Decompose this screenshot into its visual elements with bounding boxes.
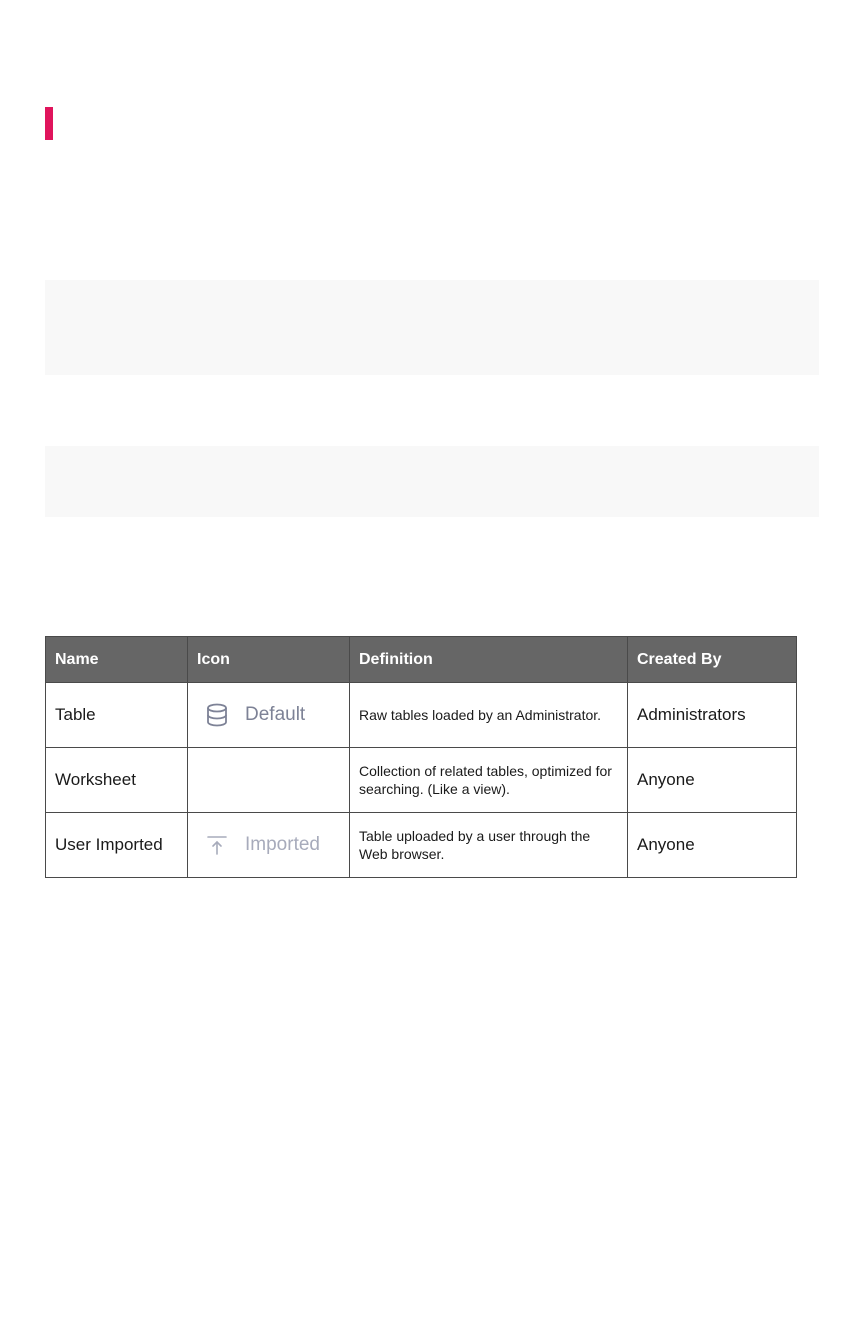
code-block <box>45 446 819 517</box>
icon-badge-label: Default <box>245 704 306 725</box>
cell-name: Worksheet <box>46 748 188 813</box>
cell-definition: Collection of related tables, optimized for searching. (Like a view). <box>350 748 628 813</box>
cell-name: User Imported <box>46 813 188 878</box>
cell-created-by: Anyone <box>628 748 797 813</box>
cell-icon <box>188 683 350 748</box>
column-header-name: Name <box>46 637 188 683</box>
column-header-definition: Definition <box>350 637 628 683</box>
cell-definition: Table uploaded by a user through the Web browser. <box>350 813 628 878</box>
icon-badge-label: Imported <box>245 834 320 855</box>
icon-badge-imported <box>197 833 340 857</box>
column-header-created-by: Created By <box>628 637 797 683</box>
cell-created-by: Anyone <box>628 813 797 878</box>
section-accent-bar <box>45 107 53 140</box>
table-row <box>46 813 797 878</box>
cell-icon <box>188 748 350 813</box>
upload-icon <box>205 833 235 857</box>
cell-icon <box>188 813 350 878</box>
cell-definition: Raw tables loaded by an Administrator. <box>350 683 628 748</box>
table-header-row <box>46 637 797 683</box>
table-row <box>46 748 797 813</box>
table-types-table <box>45 636 797 878</box>
cell-created-by: Administrators <box>628 683 797 748</box>
code-block <box>45 280 819 375</box>
cell-name: Table <box>46 683 188 748</box>
database-icon <box>205 703 235 727</box>
table-row <box>46 683 797 748</box>
column-header-icon: Icon <box>188 637 350 683</box>
icon-badge-default <box>197 703 340 727</box>
